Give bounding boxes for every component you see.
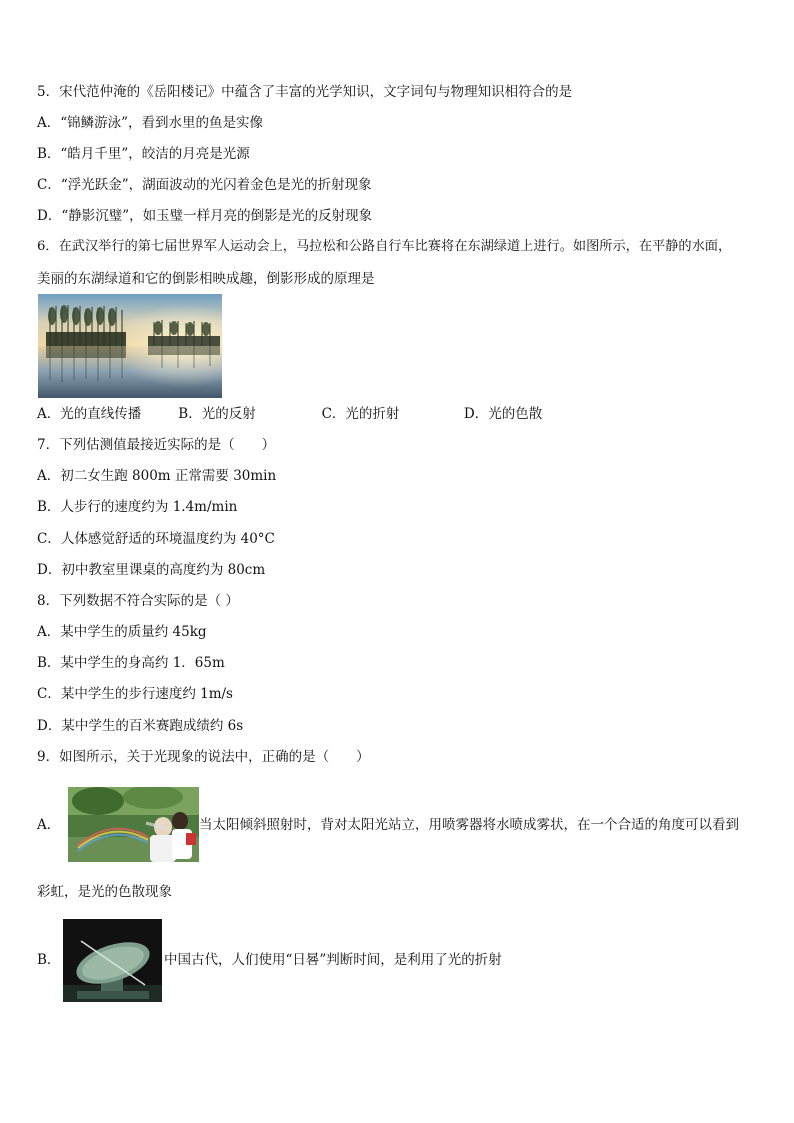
q5-stem: 5．宋代范仲淹的《岳阳楼记》中蕴含了丰富的光学知识，文字词句与物理知识相符合的是 — [37, 84, 573, 100]
q5-option-c: C．“浮光跃金”，湖面波动的光闪着金色是光的折射现象 — [37, 177, 372, 193]
q6-option-d: D．光的色散 — [463, 406, 543, 422]
q9-option-b-text: 中国古代，人们使用“日晷”判断时间，是利用了光的折射 — [164, 952, 502, 968]
q9-option-a-text-line1: 当太阳倾斜照射时，背对太阳光站立，用喷雾器将水喷成雾状，在一个合适的角度可以看到 — [199, 817, 739, 833]
q7-option-c: C．人体感觉舒适的环境温度约为 40°C — [37, 531, 275, 547]
q5-option-b: B．“皓月千里”，皎洁的月亮是光源 — [37, 146, 250, 162]
q8-option-b: B．某中学生的身高约 1．65m — [37, 655, 225, 671]
q6-option-c: C．光的折射 — [321, 406, 400, 422]
q9-stem: 9．如图所示，关于光现象的说法中，正确的是（ ） — [37, 749, 370, 765]
q6-option-b: B．光的反射 — [178, 406, 256, 422]
rainbow-spray-image — [68, 787, 199, 862]
q7-option-a: A．初二女生跑 800m 正常需要 30min — [37, 468, 277, 484]
q6-options-row — [37, 405, 597, 423]
q9-option-a-text-line2: 彩虹，是光的色散现象 — [37, 884, 172, 900]
q6-stem-line1: 6．在武汉举行的第七届世界军人运动会上，马拉松和公路自行车比赛将在东湖绿道上进行。如图所示，在平静的水面， — [37, 239, 732, 254]
q8-option-d: D．某中学生的百米赛跑成绩约 6s — [37, 718, 244, 734]
q6-option-a: A．光的直线传播 — [37, 406, 142, 422]
q5-option-a: A．“锦鳞游泳”，看到水里的鱼是实像 — [37, 115, 264, 131]
q9-option-a-label: A． — [37, 817, 61, 833]
q8-stem: 8．下列数据不符合实际的是（ ） — [37, 593, 239, 609]
q8-option-c: C．某中学生的步行速度约 1m/s — [37, 686, 233, 702]
q7-option-b: B．人步行的速度约为 1.4m/min — [37, 499, 238, 515]
q5-option-d: D．“静影沉璧”，如玉璧一样月亮的倒影是光的反射现象 — [37, 208, 373, 224]
q6-stem-line2: 美丽的东湖绿道和它的倒影相映成趣，倒影形成的原理是 — [37, 271, 375, 287]
lake-reflection-image — [38, 294, 222, 398]
q8-option-a: A．某中学生的质量约 45kg — [37, 624, 207, 640]
q7-option-d: D．初中教室里课桌的高度约为 80cm — [37, 562, 266, 578]
q9-option-b-label: B． — [37, 952, 61, 968]
sundial-image — [63, 919, 162, 1002]
q7-stem: 7．下列估测值最接近实际的是（ ） — [37, 437, 276, 453]
